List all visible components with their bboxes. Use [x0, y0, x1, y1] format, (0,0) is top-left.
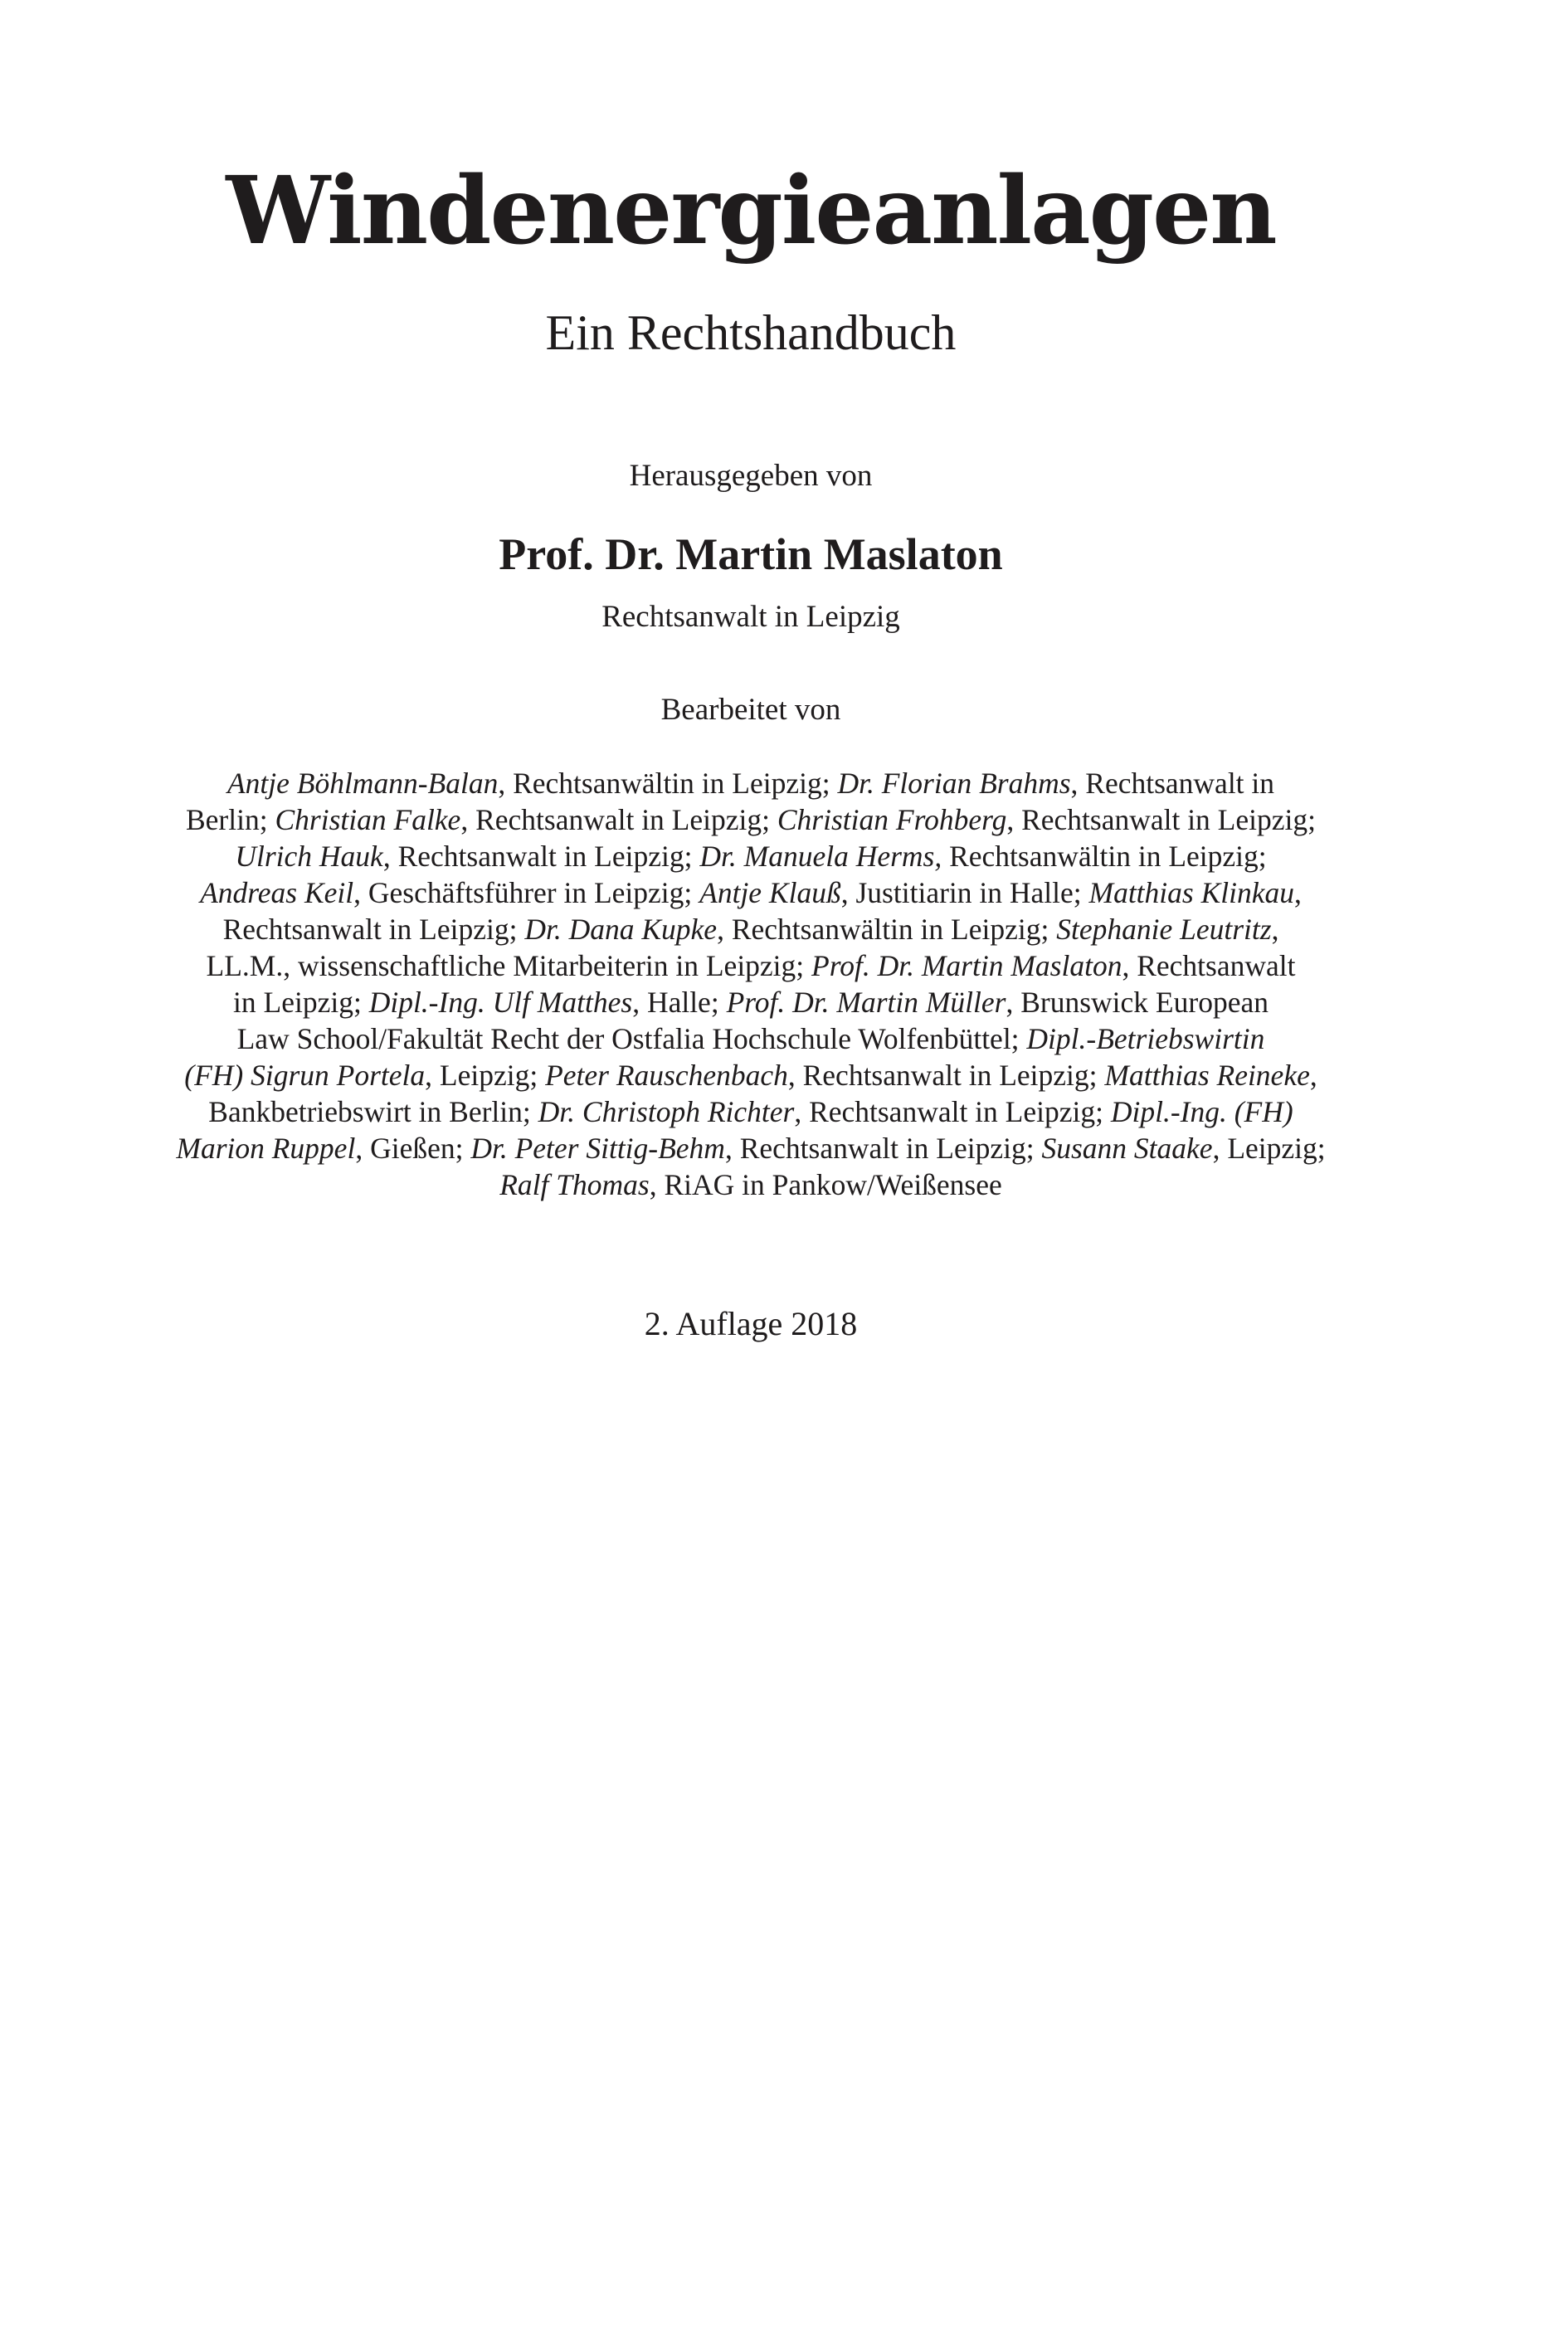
contributor-name: Christian Falke — [275, 803, 461, 836]
contributor-name: Antje Klauß — [699, 876, 841, 909]
contributor-text: , Brunswick European — [1006, 986, 1269, 1019]
contributor-text: , Justitiarin in Halle; — [840, 876, 1089, 909]
contributor-name: (FH) Sigrun Portela — [184, 1059, 426, 1092]
contributor-name: Susann Staake — [1041, 1132, 1213, 1165]
contributor-text: , Rechtsanwalt — [1122, 949, 1296, 982]
contributor-text: , Geschäftsführer in Leipzig; — [353, 876, 700, 909]
contributor-text: , Rechtsanwalt in Leipzig; — [724, 1132, 1042, 1165]
contributor-line — [158, 1093, 1344, 1130]
contributor-name: Ralf Thomas — [499, 1168, 650, 1201]
contributor-line — [158, 911, 1344, 947]
contributor-text: , — [1271, 913, 1279, 946]
contributor-name: Marion Ruppel — [176, 1132, 356, 1165]
contributor-text: , Rechtsanwalt in — [1070, 767, 1275, 800]
contributor-line — [158, 874, 1344, 911]
edited-by-label: Herausgegeben von — [629, 459, 873, 493]
contributor-name: Dr. Peter Sittig-Behm — [470, 1132, 725, 1165]
contributor-text: , Rechtsanwalt in Leipzig; — [1006, 803, 1316, 836]
editor-role: Rechtsanwalt in Leipzig — [601, 600, 900, 634]
contributor-name: Dr. Florian Brahms — [837, 767, 1071, 800]
contributor-text: in Leipzig; — [233, 986, 369, 1019]
contributor-line — [158, 947, 1344, 984]
contributor-text: , Rechtsanwältin in Leipzig; — [717, 913, 1057, 946]
contributor-line — [158, 838, 1344, 874]
contributor-line — [158, 1130, 1344, 1166]
contributor-name: Dr. Manuela Herms, — [699, 840, 942, 873]
contributor-text: Law School/Fakultät Recht der Ostfalia Hochschule Wolfenbüttel; — [236, 1022, 1027, 1055]
contributor-line — [158, 1020, 1344, 1057]
contributor-name: Dipl.-Ing. (FH) — [1110, 1095, 1293, 1128]
contributor-text: Berlin; — [186, 803, 275, 836]
contributor-text: , Rechtsanwältin in Leipzig; — [498, 767, 838, 800]
contributor-name: Prof. Dr. Martin Maslaton — [811, 949, 1122, 982]
book-subtitle: Ein Rechtshandbuch — [545, 305, 957, 360]
contributor-name: Dr. Dana Kupke — [524, 913, 718, 946]
contributor-text: Rechtsanwalt in Leipzig; — [222, 913, 525, 946]
contributor-text: , Rechtsanwalt in Leipzig; — [794, 1095, 1111, 1128]
contributor-name: Dr. Christoph Richter — [538, 1095, 795, 1128]
contributor-list — [158, 765, 1344, 1203]
contributor-text: , Rechtsanwalt in Leipzig; — [460, 803, 777, 836]
contributor-line — [158, 1057, 1344, 1093]
contributor-text: , — [1294, 876, 1302, 909]
contributor-name: Prof. Dr. Martin Müller — [726, 986, 1006, 1019]
contributor-text: LL.M., wissenschaftliche Mitarbeiterin in Leipzig; — [206, 949, 812, 982]
contributor-name: Stephanie Leutritz — [1056, 913, 1272, 946]
contributor-line — [158, 984, 1344, 1020]
contributor-name: Christian Frohberg — [777, 803, 1007, 836]
contributor-text: , Leipzig; — [1212, 1132, 1326, 1165]
editor-name: Prof. Dr. Martin Maslaton — [499, 529, 1003, 579]
contributor-name: Matthias Reineke — [1104, 1059, 1310, 1092]
edition-line: 2. Auflage 2018 — [644, 1305, 858, 1342]
contributor-text: , — [1309, 1059, 1317, 1092]
contributor-name: Andreas Keil — [200, 876, 354, 909]
contributor-text: , Rechtsanwalt in Leipzig; — [787, 1059, 1105, 1092]
contributor-line — [158, 801, 1344, 838]
contributor-name: Matthias Klinkau — [1088, 876, 1295, 909]
contributor-text: , Gießen; — [355, 1132, 471, 1165]
contributor-line — [158, 1166, 1344, 1203]
contributor-text: Bankbetriebswirt in Berlin; — [208, 1095, 538, 1128]
contributor-name: Dipl.-Ing. Ulf Matthes — [368, 986, 633, 1019]
contributor-name: Dipl.-Betriebswirtin — [1026, 1022, 1265, 1055]
processed-by-label: Bearbeitet von — [660, 693, 841, 727]
contributor-line — [158, 765, 1344, 801]
book-title: Windenergieanlagen — [226, 157, 1276, 265]
contributor-text: , Halle; — [632, 986, 727, 1019]
contributor-name: Peter Rauschenbach — [545, 1059, 788, 1092]
contributor-text: , RiAG in Pankow/Weißensee — [649, 1168, 1002, 1201]
contributor-name: Antje Böhlmann-Balan — [226, 767, 499, 800]
contributor-name: Ulrich Hauk — [235, 840, 383, 873]
contributor-text: , Leipzig; — [425, 1059, 546, 1092]
contributor-text: , Rechtsanwalt in Leipzig; — [382, 840, 700, 873]
contributor-text: Rechtsanwältin in Leipzig; — [942, 840, 1267, 873]
